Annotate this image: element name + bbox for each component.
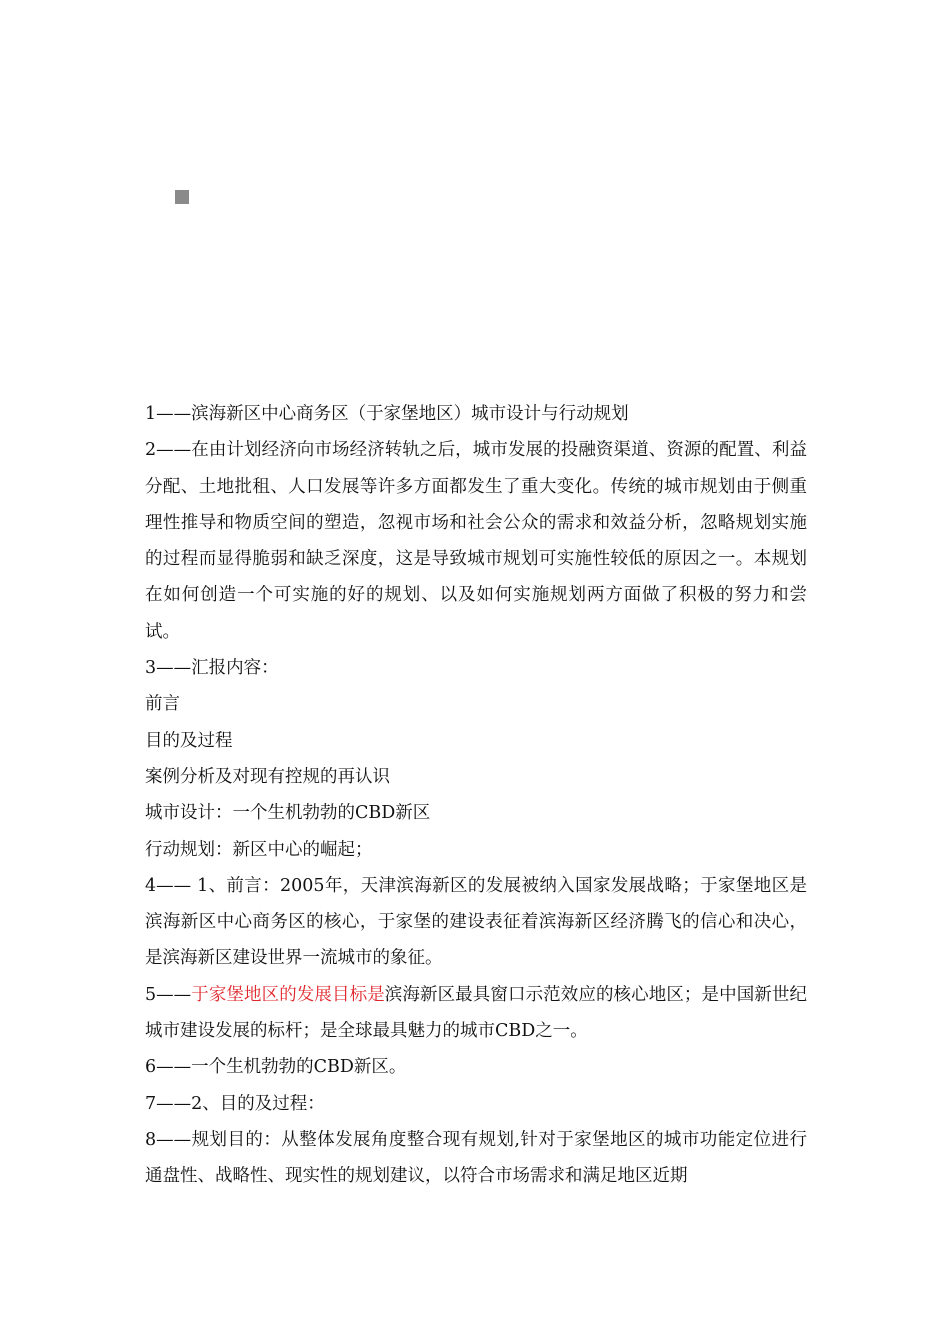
- paragraph-2: 2——在由计划经济向市场经济转轨之后，城市发展的投融资渠道、资源的配置、利益分配、土地批租、人口发展等许多方面都发生了重大变化。传统的城市规划由于侧重理性推导和物质空间的塑造，忽视市场和社会公众的需求和效益分析，忽略规划实施的过程而显得脆弱和缺乏深度，这是导致城市规划可实施性较低的原因之一。本规划在如何创造一个可实施的好的规划、以及如何实施规划两方面做了积极的努力和尝试。: [145, 440, 807, 642]
- paragraph-5-prefix: 5——: [145, 984, 192, 1005]
- contents-item: 行动规划：新区中心的崛起；: [145, 839, 373, 860]
- paragraph-5-rest: 滨海新区最具窗口示范效应的核心地区；是中国新世纪城市建设发展的标杆；是全球最具魅力的城市CBD之一。: [145, 984, 808, 1042]
- contents-item: 前言: [145, 694, 180, 715]
- paragraph-7: 7——2、目的及过程：: [145, 1093, 325, 1114]
- contents-item: 城市设计：一个生机勃勃的CBD新区: [145, 803, 431, 824]
- paragraph-5-highlight: 于家堡地区的发展目标是: [191, 984, 385, 1005]
- paragraph-1: 1——滨海新区中心商务区（于家堡地区）城市设计与行动规划: [145, 404, 629, 424]
- contents-item: 案例分析及对现有控规的再认识: [145, 766, 390, 787]
- contents-item: 目的及过程: [145, 730, 233, 751]
- paragraph-5: [145, 977, 807, 1050]
- document-body: [145, 396, 807, 1195]
- paragraph-4: 4—— 1、前言：2005年，天津滨海新区的发展被纳入国家发展战略；于家堡地区是滨海新区中心商务区的核心，于家堡的建设表征着滨海新区经济腾飞的信心和决心，是滨海新区建设世界一流城市的象征。: [145, 875, 807, 969]
- paragraph-6: 6——一个生机勃勃的CBD新区。: [145, 1057, 407, 1078]
- bullet-square-icon: [175, 190, 189, 204]
- paragraph-3: 3——汇报内容：: [145, 658, 279, 679]
- paragraph-8: 8——规划目的：从整体发展角度整合现有规划,针对于家堡地区的城市功能定位进行通盘性、战略性、现实性的规划建议，以符合市场需求和满足地区近期: [145, 1129, 807, 1187]
